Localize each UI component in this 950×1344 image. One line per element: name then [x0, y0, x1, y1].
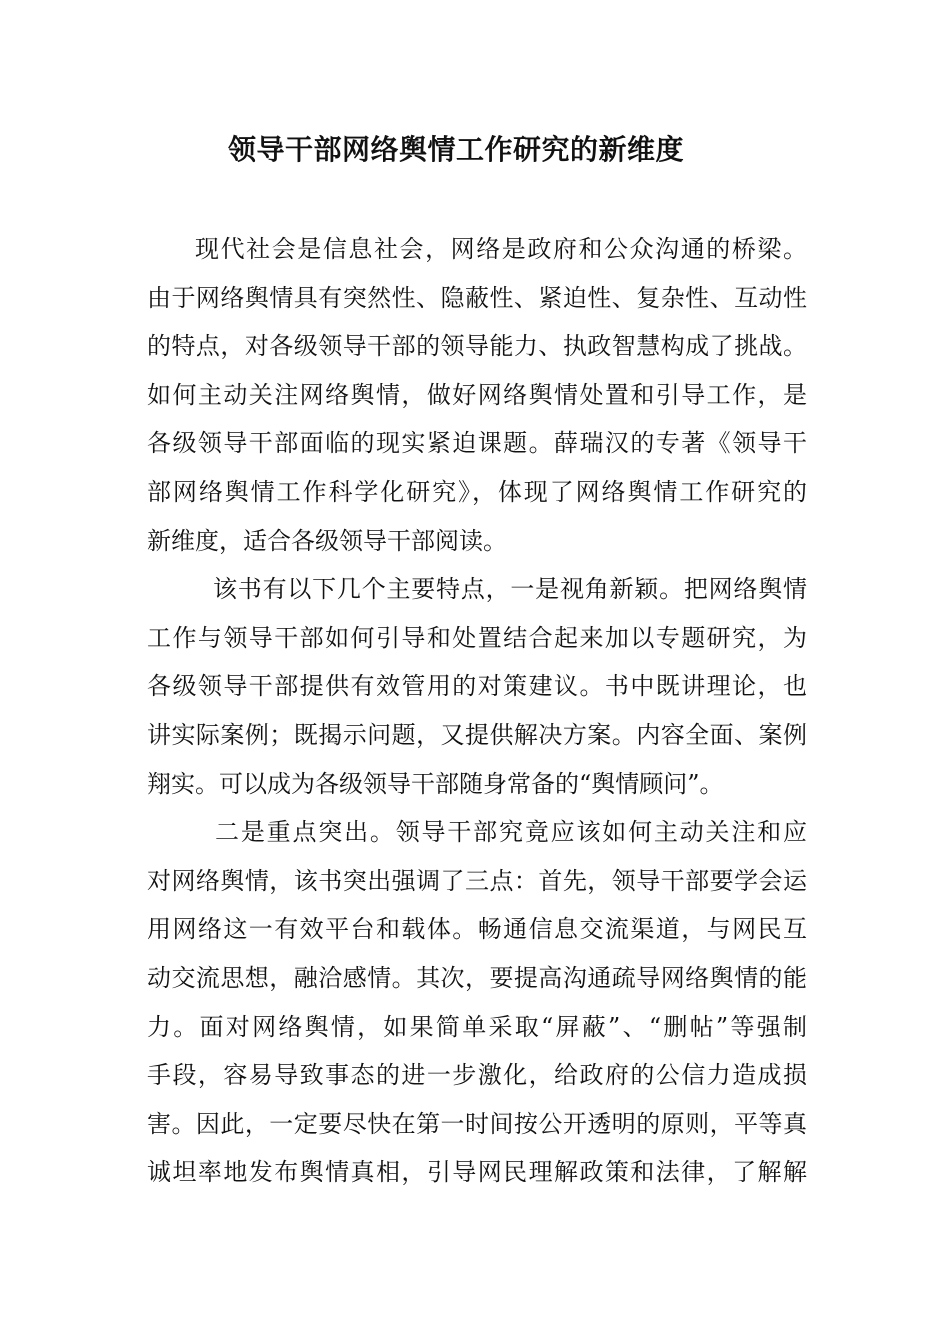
paragraph-1-line-7: 新维度，适合各级领导干部阅读。	[147, 526, 507, 555]
paragraph-1-line-4: 如何主动关注网络舆情，做好网络舆情处置和引导工作，是	[147, 380, 807, 409]
paragraph-1-line-5: 各级领导干部面临的现实紧迫课题。薛瑞汉的专著《领导干	[147, 429, 807, 458]
paragraph-3-line-4: 动交流思想，融洽感情。其次，要提高沟通疏导网络舆情的能	[147, 963, 807, 992]
paragraph-1-line-6: 部网络舆情工作科学化研究》，体现了网络舆情工作研究的	[147, 477, 807, 506]
paragraph-2-line-5: 翔实。可以成为各级领导干部随身常备的“舆情顾问”。	[147, 769, 724, 798]
paragraph-2-line-3: 各级领导干部提供有效管用的对策建议。书中既讲理论，也	[147, 672, 807, 701]
paragraph-2-line-4: 讲实际案例；既揭示问题，又提供解决方案。内容全面、案例	[147, 720, 807, 749]
paragraph-3-line-5: 力。面对网络舆情，如果简单采取“屏蔽”、“删帖”等强制	[147, 1012, 807, 1041]
paragraph-3-line-8: 诚坦率地发布舆情真相，引导网民理解政策和法律，了解解	[147, 1158, 807, 1187]
paragraph-1-line-3: 的特点，对各级领导干部的领导能力、执政智慧构成了挑战。	[147, 332, 807, 361]
paragraph-3-line-2: 对网络舆情，该书突出强调了三点：首先，领导干部要学会运	[147, 866, 807, 895]
document-body	[147, 225, 807, 1197]
paragraph-2-line-1: 该书有以下几个主要特点，一是视角新颖。把网络舆情	[213, 575, 807, 604]
paragraph-2-line-2: 工作与领导干部如何引导和处置结合起来加以专题研究，为	[147, 623, 807, 652]
paragraph-3-line-6: 手段，容易导致事态的进一步激化，给政府的公信力造成损	[147, 1061, 807, 1090]
paragraph-3-line-3: 用网络这一有效平台和载体。畅通信息交流渠道，与网民互	[147, 915, 807, 944]
paragraph-1-line-1: 现代社会是信息社会，网络是政府和公众沟通的桥梁。	[195, 235, 807, 263]
paragraph-1-line-2: 由于网络舆情具有突然性、隐蔽性、紧迫性、复杂性、互动性	[147, 283, 807, 312]
document-title: 领导干部网络舆情工作研究的新维度	[227, 133, 684, 166]
paragraph-3-line-1: 二是重点突出。领导干部究竟应该如何主动关注和应	[215, 818, 807, 847]
paragraph-3-line-7: 害。因此，一定要尽快在第一时间按公开透明的原则，平等真	[147, 1109, 807, 1138]
